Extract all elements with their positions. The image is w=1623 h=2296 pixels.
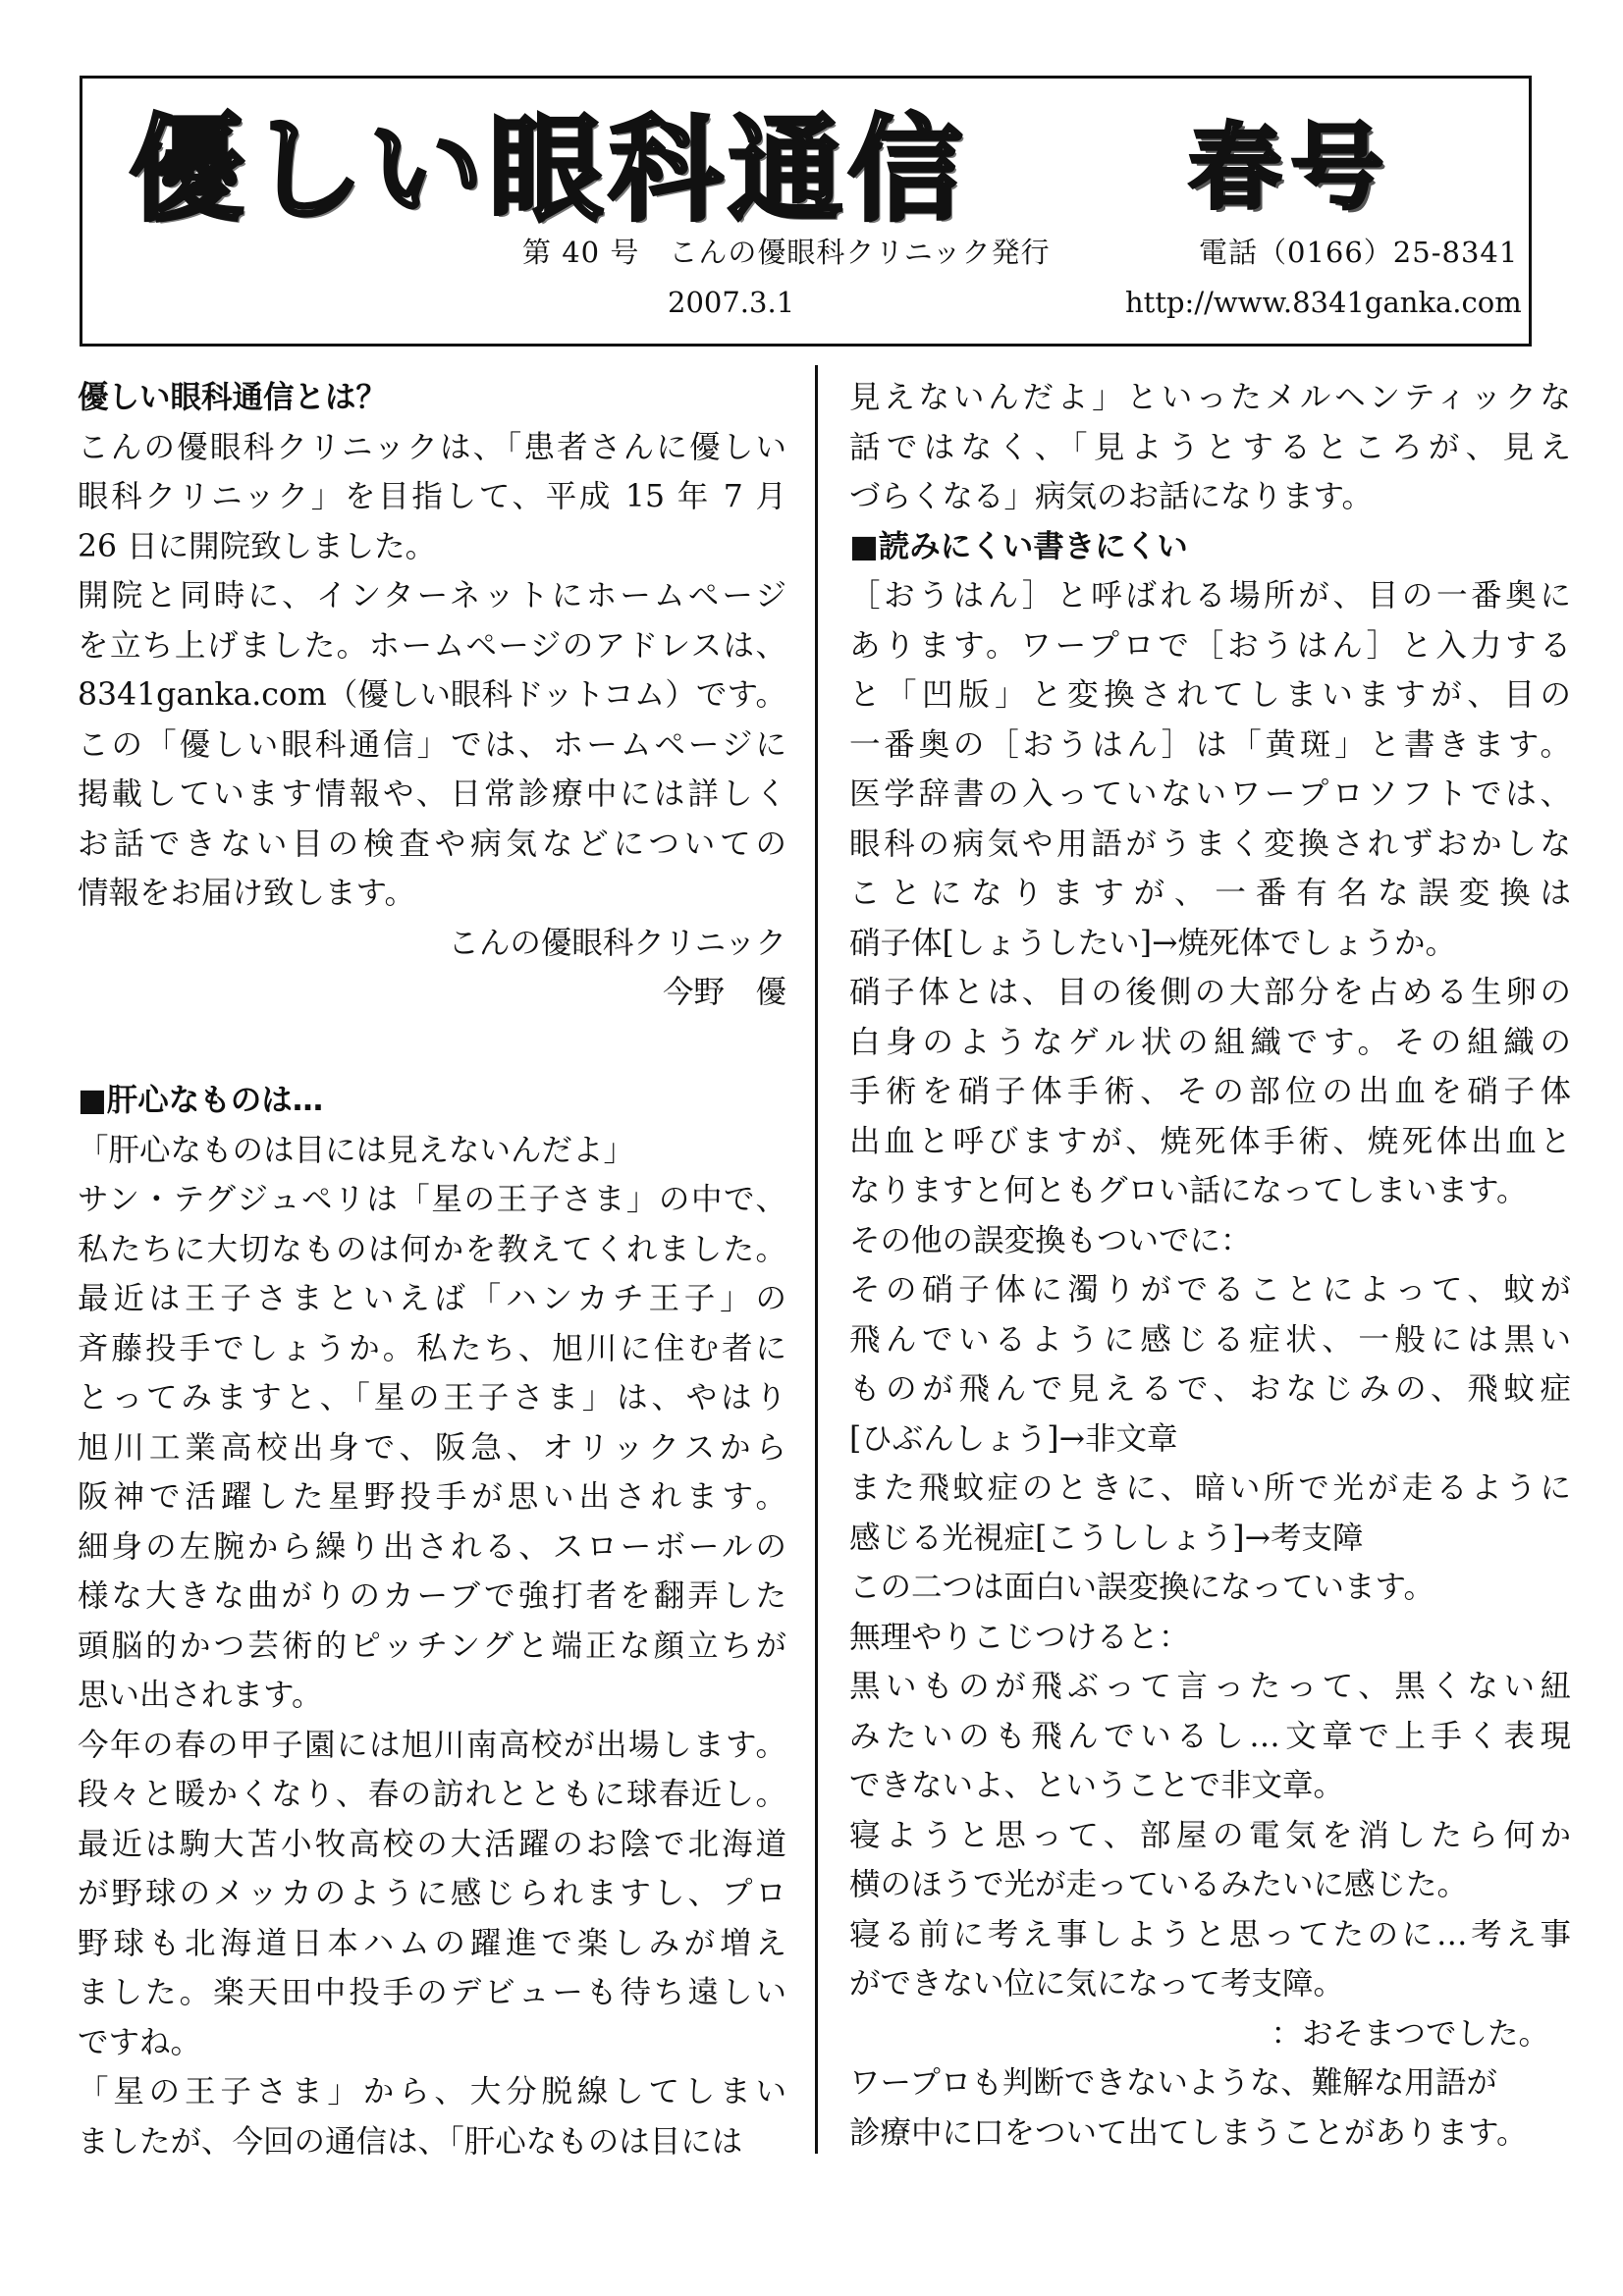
right-column	[849, 373, 1571, 2158]
text-line: ましたが、今回の通信は、「肝心なものは目には	[78, 2123, 743, 2160]
text-line: 阪神で活躍した星野投手が思い出されます。	[78, 1479, 786, 1515]
text-line: 「星の王子さま」から、大分脱線してしまい	[78, 2074, 786, 2109]
text-line: とってみますと、「星の王子さま」は、やはり	[78, 1380, 786, 1415]
text-line: ［おうはん］と呼ばれる場所が、目の一番奥に	[849, 578, 1571, 614]
final-paragraph	[849, 2058, 1571, 2158]
signature-clinic: こんの優眼科クリニック	[448, 925, 786, 961]
text-line: 眼科クリニック」を目指して、平成 15 年 7 月	[78, 479, 786, 514]
section-heading-yominikui: ■読みにくい書きにくい	[849, 528, 1188, 564]
text-line: 白身のようなゲル状の組織です。その組織の	[849, 1024, 1571, 1060]
text-line: 話ではなく、「見ようとするところが、見え	[849, 429, 1571, 465]
season-title: 春号	[1189, 115, 1394, 222]
section-heading-intro: 優しい眼科通信とは？	[78, 380, 388, 415]
section-heading-kanjin: ■肝心なものは…	[78, 1083, 324, 1118]
signature-name: 今野 優	[662, 975, 786, 1010]
text-line: その硝子体に濁りがでることによって、蚊が	[849, 1272, 1571, 1308]
text-line: 頭脳的かつ芸術的ピッチングと端正な顔立ちが	[78, 1628, 786, 1664]
text-line: 最近は駒大苫小牧高校の大活躍のお陰で北海道	[78, 1826, 786, 1862]
text-line: 斉藤投手でしょうか。私たち、旭川に住む者に	[78, 1330, 786, 1366]
text-line: 無理やりこじつけると：	[849, 1619, 1190, 1655]
text-line: また飛蚊症のときに、暗い所で光が走るように	[849, 1470, 1571, 1506]
text-line: 「肝心なものは目には見えないんだよ」	[78, 1132, 635, 1168]
phone-number: 電話（0166）25-8341	[1199, 236, 1519, 269]
text-line: 出血と呼びますが、焼死体手術、焼死体出血と	[849, 1123, 1571, 1159]
blank-line	[78, 1018, 786, 1068]
left-column	[78, 373, 786, 2166]
text-line: こんの優眼科クリニックは、「患者さんに優しい	[78, 429, 786, 465]
text-line: この二つは面白い誤変換になっています。	[849, 1570, 1434, 1605]
text-line: 26 日に開院致しました。	[78, 528, 437, 564]
text-line: 眼科の病気や用語がうまく変換されずおかしな	[849, 826, 1571, 862]
website-url[interactable]: http://www.8341ganka.com	[1125, 286, 1522, 319]
text-line: 診療中に口をついて出てしまうことがあります。	[849, 2114, 1528, 2151]
text-line: 様な大きな曲がりのカーブで強打者を翻弄した	[78, 1578, 786, 1614]
text-line: [ひぶんしょう]→非文章	[849, 1420, 1178, 1457]
text-line: 情報をお届け致します。	[78, 876, 415, 911]
text-line: 思い出されます。	[78, 1678, 323, 1713]
text-line: ました。楽天田中投手のデビューも待ち遠しい	[78, 1975, 786, 2010]
text-line: 野球も北海道日本ハムの躍進で楽しみが増え	[78, 1925, 786, 1961]
text-line: ものが飛んで見えるで、おなじみの、飛蚊症	[849, 1371, 1571, 1407]
closing-remark: ：おそまつでした。	[1271, 2015, 1549, 2052]
text-line: 硝子体[しょうしたい]→焼死体でしょうか。	[849, 925, 1456, 961]
text-line: 飛んでいるように感じる症状、一般には黒い	[849, 1321, 1571, 1358]
yominikui-paragraph	[849, 571, 1571, 2009]
kanjin-paragraph	[78, 1126, 786, 2167]
text-line: ができない位に気になって考支障。	[849, 1966, 1345, 2002]
text-line: なりますと何ともグロい話になってしまいます。	[849, 1173, 1528, 1208]
text-line: その他の誤変換もついでに：	[849, 1222, 1252, 1258]
text-line: お話できない目の検査や病気などについての	[78, 826, 786, 862]
text-line: できないよ、ということで非文章。	[849, 1768, 1345, 1803]
text-line: 掲載しています情報や、日常診療中には詳しく	[78, 776, 786, 812]
newsletter-title: 優しい眼科通信	[130, 104, 968, 237]
text-line: 私たちに大切なものは何かを教えてくれました。	[78, 1231, 786, 1267]
issue-info: 第 40 号 こんの優眼科クリニック発行	[522, 236, 1051, 269]
text-line: を立ち上げました。ホームページのアドレスは、	[78, 627, 786, 664]
text-line: ことになりますが、一番有名な誤変換は	[849, 876, 1571, 911]
text-line: 旭川工業高校出身で、阪急、オリックスから	[78, 1429, 786, 1466]
text-line: 感じる光視症[こうししょう]→考支障	[849, 1520, 1364, 1556]
text-line: 開院と同時に、インターネットにホームページ	[78, 578, 786, 614]
text-line: みたいのも飛んでいるし…文章で上手く表現	[849, 1718, 1571, 1754]
text-line: 横のほうで光が走っているみたいに感じた。	[849, 1867, 1469, 1902]
text-line: が野球のメッカのように感じられますし、プロ	[78, 1876, 786, 1911]
text-line: ワープロも判断できないような、難解な用語が	[849, 2065, 1497, 2101]
text-line: 手術を硝子体手術、その部位の出血を硝子体	[849, 1074, 1571, 1109]
issue-date: 2007.3.1	[668, 286, 795, 319]
text-line: と「凹版」と変換されてしまいますが、目の	[849, 677, 1571, 713]
text-line: 見えないんだよ」といったメルヘンティックな	[849, 380, 1571, 415]
intro-paragraph	[78, 423, 786, 919]
text-line: 寝ようと思って、部屋の電気を消したら何か	[849, 1817, 1571, 1853]
continuation-paragraph	[849, 373, 1571, 522]
text-line: あります。ワープロで［おうはん］と入力する	[849, 627, 1571, 664]
text-line: サン・テグジュペリは「星の王子さま」の中で、	[78, 1182, 786, 1217]
text-line: 段々と暖かくなり、春の訪れとともに球春近し。	[78, 1777, 786, 1812]
text-line: 8341ganka.com（優しい眼科ドットコム）です。	[78, 677, 786, 713]
text-line: 細身の左腕から繰り出される、スローボールの	[78, 1528, 786, 1565]
text-line: 最近は王子さまといえば「ハンカチ王子」の	[78, 1281, 786, 1316]
text-line: 硝子体とは、目の後側の大部分を占める生卵の	[849, 975, 1571, 1010]
text-line: 一番奥の［おうはん］は「黄斑」と書きます。	[849, 726, 1571, 763]
text-line: 黒いものが飛ぶって言ったって、黒くない紐	[849, 1669, 1571, 1704]
text-line: づらくなる」病気のお話になります。	[849, 479, 1373, 514]
newsletter-header	[80, 76, 1532, 347]
text-line: 寝る前に考え事しようと思ってたのに…考え事	[849, 1916, 1571, 1952]
text-line: ですね。	[78, 2024, 202, 2060]
text-line: 医学辞書の入っていないワープロソフトでは、	[849, 776, 1571, 812]
text-line: この「優しい眼科通信」では、ホームページに	[78, 726, 786, 763]
text-line: 今年の春の甲子園には旭川南高校が出場します。	[78, 1727, 786, 1763]
column-divider	[815, 365, 818, 2154]
